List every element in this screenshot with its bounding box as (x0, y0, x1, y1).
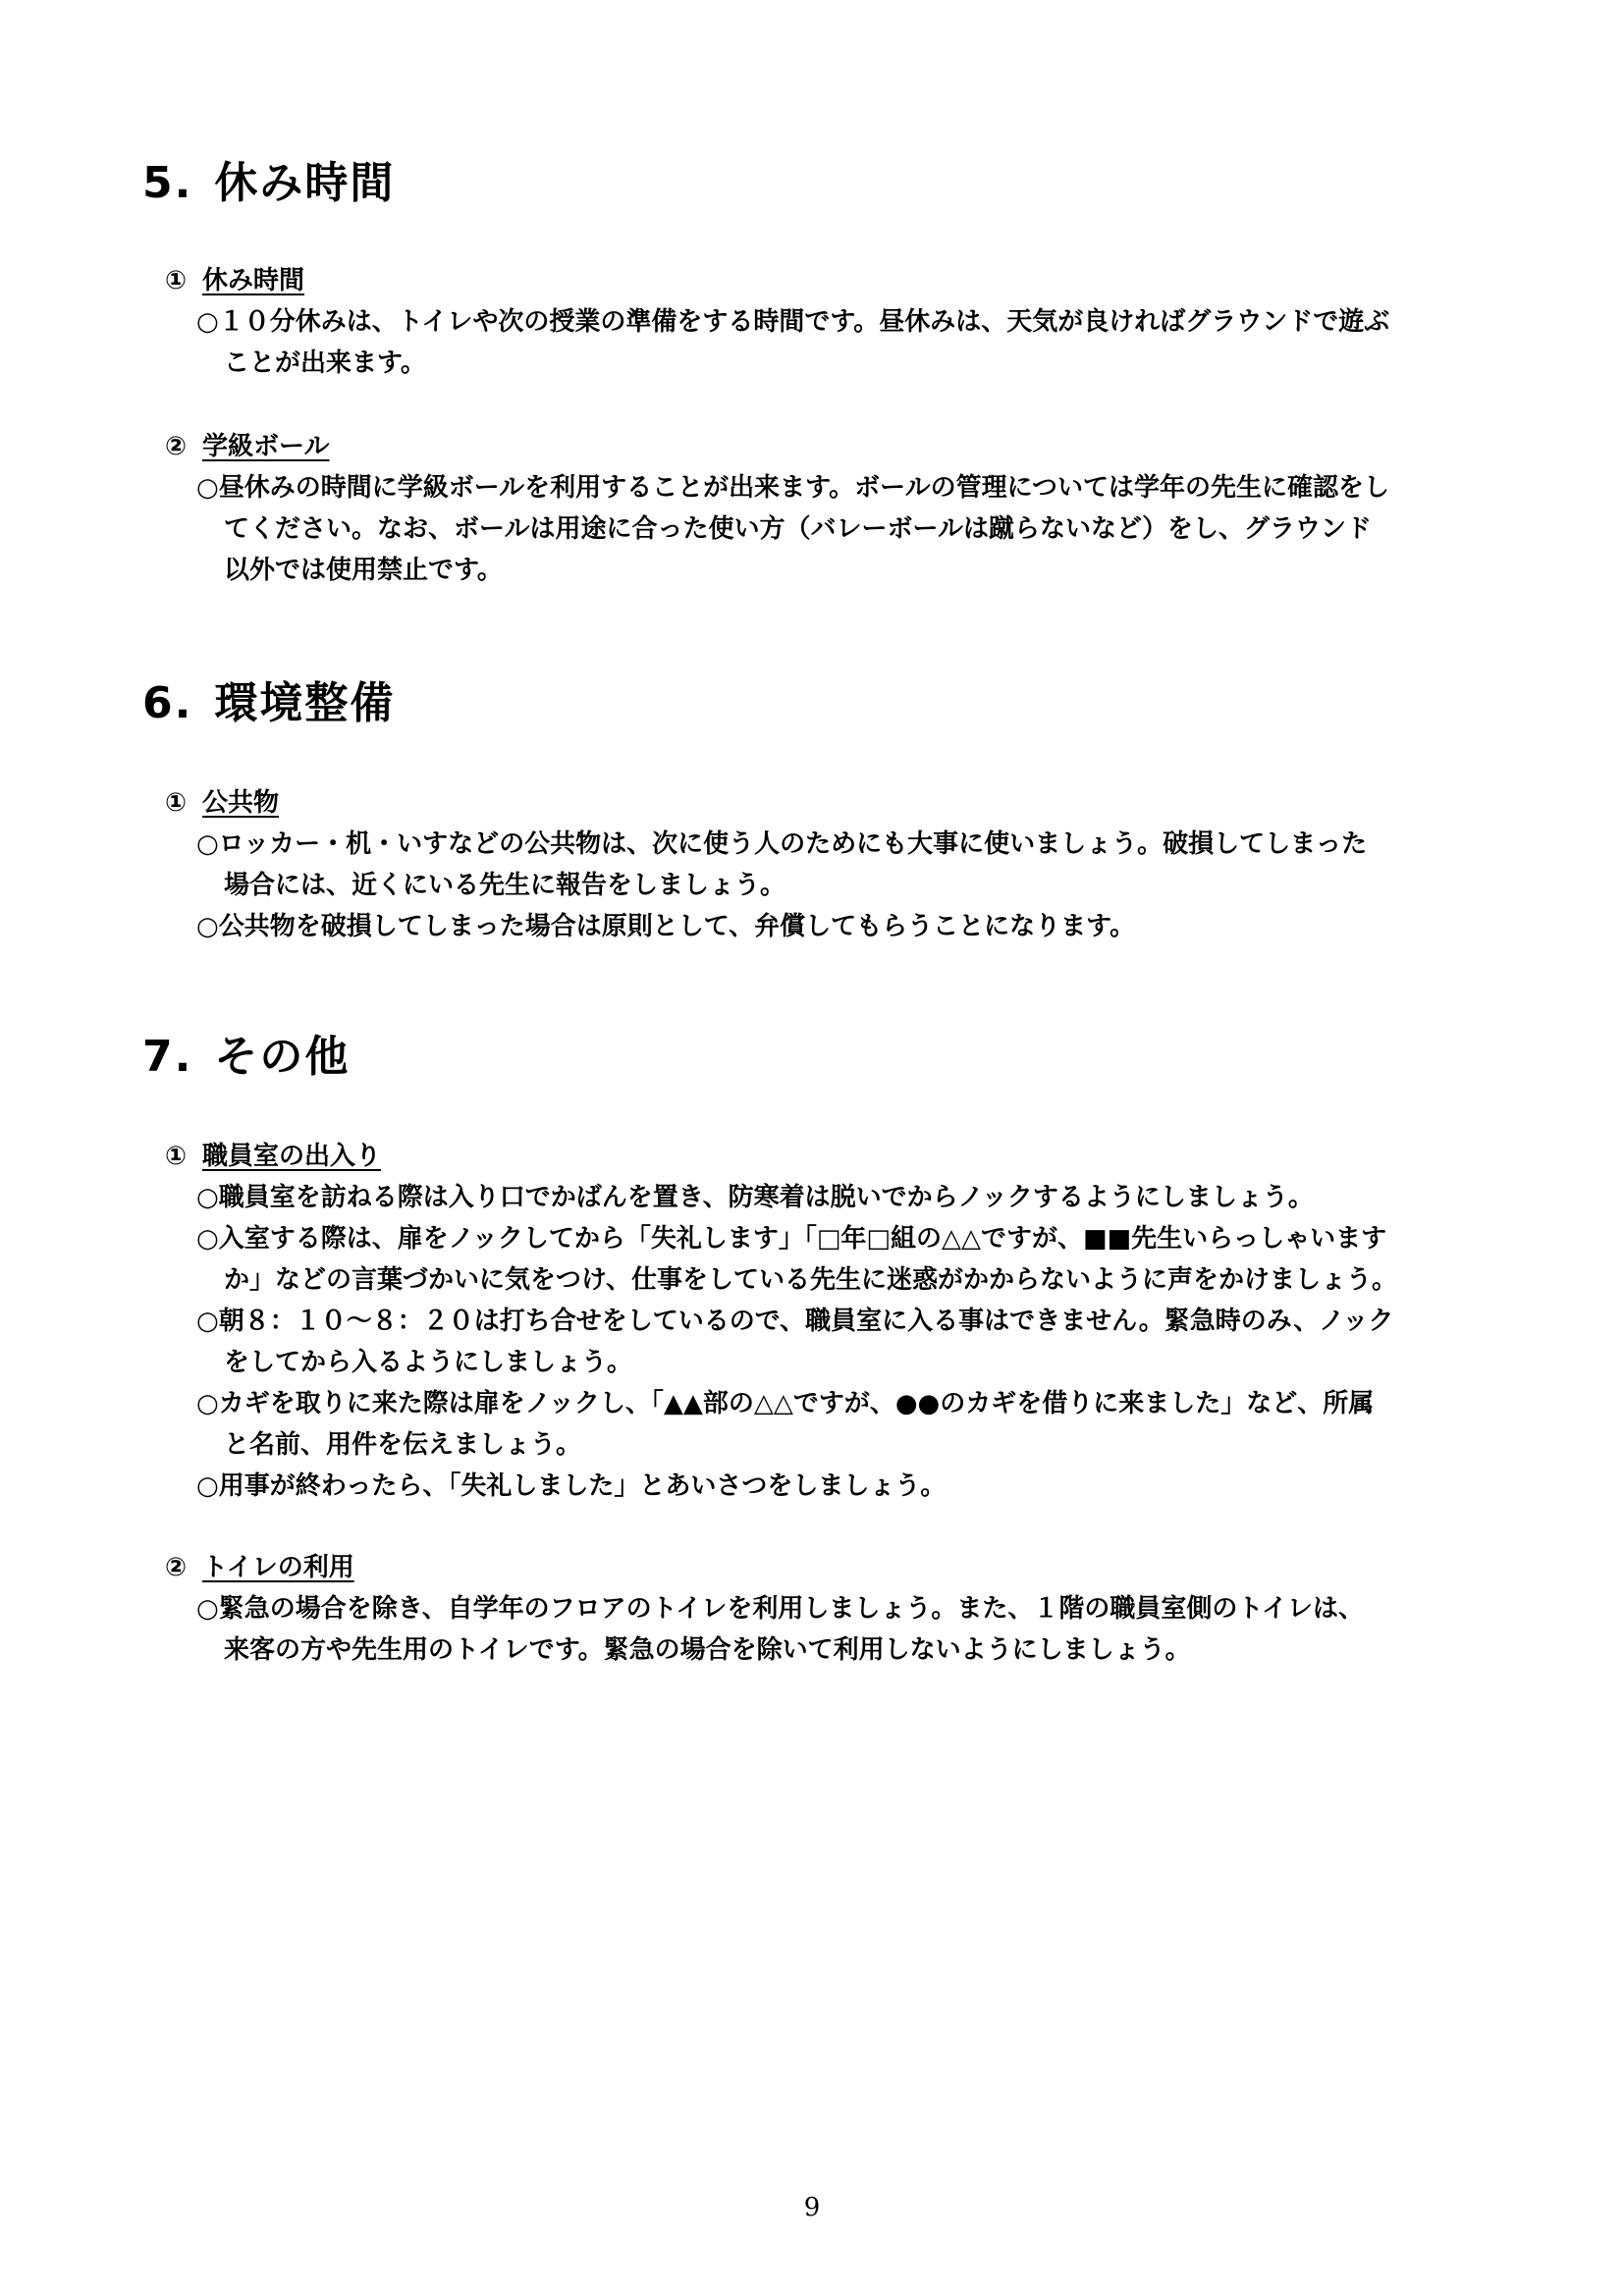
subsection-7-2-heading (165, 1555, 354, 1580)
subsection-label: 職員室の出入り (202, 1142, 382, 1171)
subsection-6-1-heading (165, 790, 279, 816)
paragraph-line: をしてから入るようにしましょう。 (224, 1348, 633, 1377)
paragraph-5-1-a (196, 301, 1502, 384)
subsection-label: 休み時間 (202, 266, 305, 295)
paragraph-line: 場合には、近くにいる先生に報告をしましょう。 (224, 871, 786, 900)
paragraph-line: か」などの言葉づかいに気をつけ、仕事をしている先生に迷惑がかからないように声をかけましょう。 (224, 1265, 1397, 1295)
paragraph-7-1-c (196, 1301, 1502, 1383)
paragraph-7-1-b (196, 1218, 1502, 1301)
bullet-circle: ○ (196, 1471, 219, 1501)
subsection-label: 学級ボール (202, 432, 330, 461)
subsection-label: トイレの利用 (202, 1553, 354, 1582)
paragraph-line: てください。なお、ボールは用途に合った使い方（バレーボールは蹴らないなど）をし、グラウンド (224, 514, 1372, 544)
paragraph-7-2-a (196, 1588, 1502, 1671)
section-title: その他 (214, 1032, 351, 1082)
paragraph-7-1-d (196, 1383, 1502, 1466)
paragraph-7-1-e (196, 1466, 1502, 1507)
bullet-circle: ○ (196, 1224, 219, 1254)
bullet-circle: ○ (196, 307, 219, 337)
paragraph-line: カギを取りに来た際は扉をノックし、「▲▲部の△△ですが、●●のカギを借りに来ました」など、所属 (218, 1389, 1375, 1418)
paragraph-line: 職員室を訪ねる際は入り口でかばんを置き、防寒着は脱いでからノックするようにしましょう。 (218, 1183, 1314, 1212)
circled-number-1: ① (165, 1142, 188, 1171)
paragraph-line: ことが出来ます。 (224, 348, 426, 378)
bullet-circle: ○ (196, 1307, 219, 1336)
paragraph-line: 以外では使用禁止です。 (224, 556, 503, 585)
paragraph-5-2-a (196, 467, 1502, 591)
paragraph-6-1-a (196, 824, 1502, 906)
paragraph-line: 用事が終わったら、「失礼しました」とあいさつをしましょう。 (218, 1471, 947, 1501)
paragraph-line: ロッカー・机・いすなどの公共物は、次に使う人のためにも大事に使いましょう。破損してしまった (218, 829, 1368, 859)
section-title: 休み時間 (214, 158, 396, 208)
section-5-heading (142, 158, 396, 208)
paragraph-6-1-b (196, 906, 1502, 947)
paragraph-line: 昼休みの時間に学級ボールを利用することが出来ます。ボールの管理については学年の先生に確認をし (218, 473, 1390, 503)
paragraph-line: 来客の方や先生用のトイレです。緊急の場合を除いて利用しないようにしましょう。 (224, 1635, 1191, 1665)
circled-number-2: ② (165, 1553, 188, 1582)
circled-number-1: ① (165, 266, 188, 295)
bullet-circle: ○ (196, 1594, 219, 1624)
circled-number-2: ② (165, 432, 188, 461)
paragraph-line: 公共物を破損してしまった場合は原則として、弁償してもらうことになります。 (218, 912, 1136, 941)
section-number: 5. (142, 158, 193, 208)
section-6-heading (142, 678, 396, 728)
section-number: 7. (142, 1032, 193, 1082)
bullet-circle: ○ (196, 1183, 219, 1212)
paragraph-line: と名前、用件を伝えましょう。 (224, 1430, 582, 1460)
bullet-circle: ○ (196, 473, 219, 503)
paragraph-line: 入室する際は、扉をノックしてから「失礼します」「□年□組の△△ですが、■■先生いらっしゃいます (218, 1224, 1387, 1254)
circled-number-1: ① (165, 788, 188, 818)
subsection-5-2-heading (165, 434, 330, 459)
subsection-7-1-heading (165, 1144, 381, 1169)
page-number: 9 (803, 2193, 821, 2222)
section-7-heading (142, 1032, 351, 1082)
paragraph-line: １０分休みは、トイレや次の授業の準備をする時間です。昼休みは、天気が良ければグラウンドで遊ぶ (218, 307, 1390, 337)
subsection-5-1-heading (165, 268, 304, 294)
section-number: 6. (142, 678, 193, 728)
bullet-circle: ○ (196, 912, 219, 941)
paragraph-7-1-a (196, 1177, 1502, 1218)
bullet-circle: ○ (196, 829, 219, 859)
section-title: 環境整備 (214, 678, 396, 728)
subsection-label: 公共物 (202, 788, 280, 818)
paragraph-line: 朝８：１０～８：２０は打ち合せをしているので、職員室に入る事はできません。緊急時のみ、ノック (218, 1307, 1394, 1336)
bullet-circle: ○ (196, 1389, 219, 1418)
paragraph-line: 緊急の場合を除き、自学年のフロアのトイレを利用しましょう。また、１階の職員室側のトイレは、 (218, 1594, 1365, 1624)
